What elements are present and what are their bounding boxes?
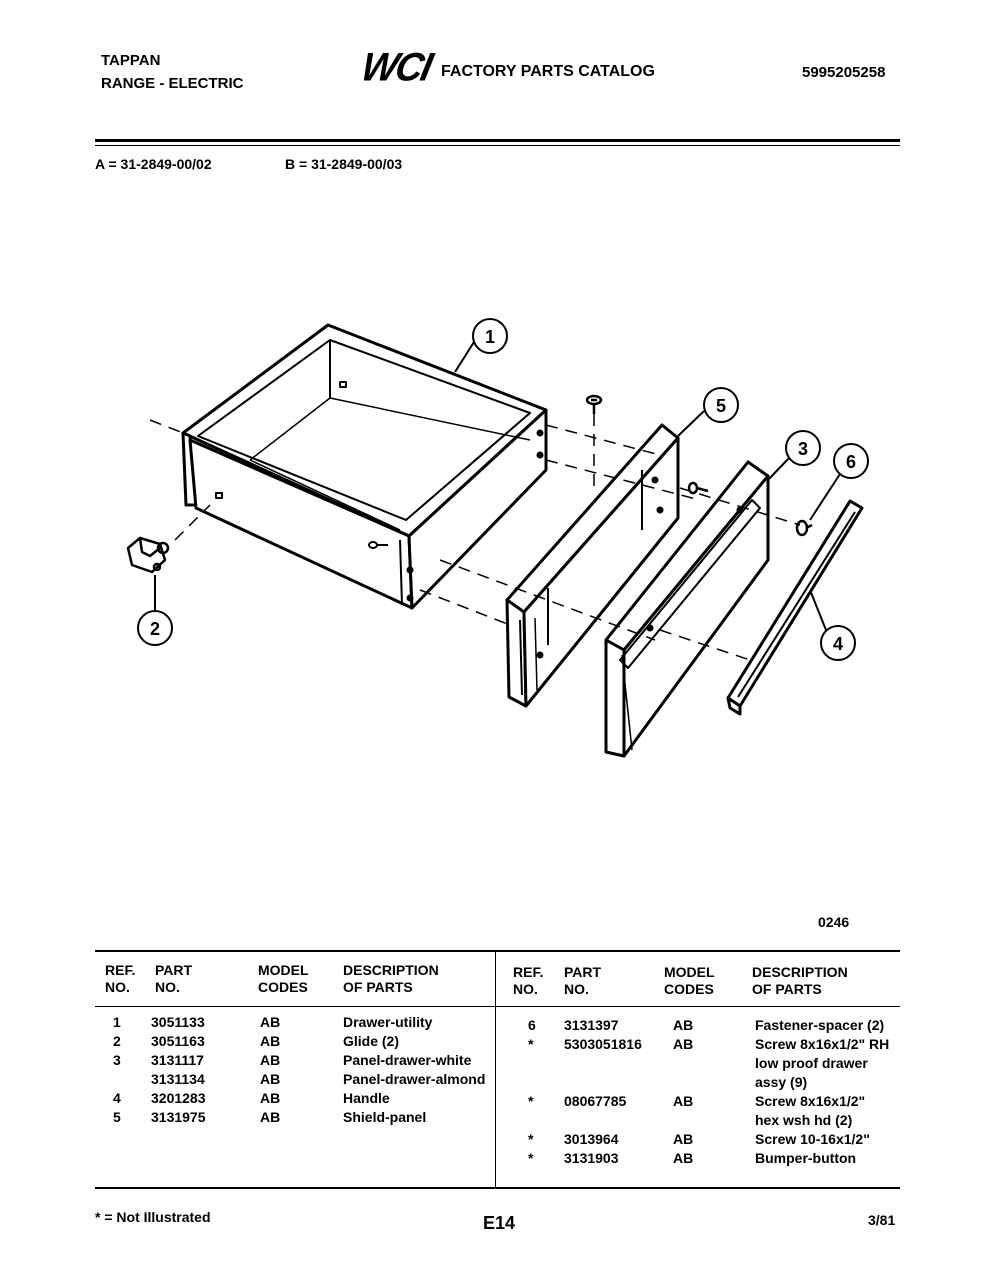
model-code: AB	[260, 1071, 281, 1087]
wci-logo-text: WCI	[357, 45, 435, 91]
ref-no: 6	[528, 1017, 536, 1033]
hdr-right-ref: REF. NO.	[513, 964, 544, 997]
part-description: hex wsh hd (2)	[755, 1112, 853, 1128]
callout-5: 5	[715, 396, 727, 416]
ref-no: *	[528, 1036, 534, 1052]
table-row	[513, 1035, 903, 1054]
table-row	[513, 1130, 903, 1149]
model-code: AB	[260, 1109, 281, 1125]
callout-1: 1	[484, 327, 496, 347]
table-bottom-rule	[95, 1187, 900, 1189]
page-number: E14	[483, 1213, 516, 1233]
part-description: Screw 8x16x1/2" RH	[755, 1036, 890, 1052]
part-no: 3051133	[151, 1014, 205, 1030]
part-description: Fastener-spacer (2)	[755, 1017, 885, 1033]
table-row	[105, 1032, 495, 1051]
hdr-left-part: PART NO.	[155, 962, 193, 995]
product-type: RANGE - ELECTRIC	[101, 75, 244, 92]
part-no: 5303051816	[564, 1036, 642, 1052]
table-header-rule	[95, 1006, 900, 1007]
ref-no: 1	[113, 1014, 121, 1030]
screw-part	[587, 396, 601, 414]
part-description: Glide (2)	[343, 1033, 400, 1049]
part-no: 3131397	[564, 1017, 619, 1033]
table-row	[513, 1073, 903, 1092]
part-no: 3051163	[151, 1033, 205, 1049]
callout-6: 6	[845, 452, 857, 472]
model-b: B = 31-2849-00/03	[285, 156, 403, 172]
catalog-number: 5995205258	[802, 64, 886, 81]
ref-no: 5	[113, 1109, 121, 1125]
callout-4: 4	[832, 634, 844, 654]
model-code: AB	[260, 1090, 281, 1106]
model-code: AB	[673, 1150, 694, 1166]
table-row	[105, 1013, 495, 1032]
figure-code: 0246	[818, 914, 850, 930]
drawer-part	[183, 325, 546, 608]
part-description: Screw 8x16x1/2"	[755, 1093, 866, 1109]
part-description: Shield-panel	[343, 1109, 427, 1125]
model-a: A = 31-2849-00/02	[95, 156, 212, 172]
table-row	[105, 1089, 495, 1108]
part-description: Drawer-utility	[343, 1014, 433, 1030]
model-code: AB	[673, 1036, 694, 1052]
hdr-left-desc: DESCRIPTION OF PARTS	[343, 962, 439, 995]
model-code: AB	[673, 1093, 694, 1109]
fastener-spacer-part	[797, 521, 812, 535]
part-no: 3201283	[151, 1090, 206, 1106]
ref-no: 3	[113, 1052, 121, 1068]
part-description: Handle	[343, 1090, 390, 1106]
table-row	[105, 1108, 495, 1127]
table-row	[513, 1092, 903, 1111]
part-no: 08067785	[564, 1093, 627, 1109]
part-description: Panel-drawer-almond	[343, 1071, 486, 1087]
part-description: Bumper-button	[755, 1150, 857, 1166]
not-illustrated-note: * = Not Illustrated	[95, 1209, 211, 1225]
table-row	[513, 1111, 903, 1130]
callout-3: 3	[797, 439, 809, 459]
table-row	[105, 1070, 495, 1089]
table-row	[513, 1054, 903, 1073]
part-no: 3131903	[564, 1150, 619, 1166]
part-description: assy (9)	[755, 1074, 808, 1090]
ref-no: *	[528, 1150, 534, 1166]
table-row	[513, 1149, 903, 1168]
ref-no: *	[528, 1093, 534, 1109]
part-no: 3131975	[151, 1109, 206, 1125]
ref-no: 2	[113, 1033, 121, 1049]
table-center-divider	[495, 952, 496, 1187]
screw-part-2	[689, 483, 708, 493]
part-description: Screw 10-16x1/2"	[755, 1131, 870, 1147]
callout-2: 2	[149, 619, 161, 639]
table-row	[105, 1051, 495, 1070]
table-top-rule	[95, 950, 900, 952]
hdr-right-model: MODEL CODES	[664, 964, 715, 997]
model-code: AB	[260, 1033, 281, 1049]
model-code: AB	[673, 1131, 694, 1147]
brand-name: TAPPAN	[101, 52, 161, 69]
ref-no: *	[528, 1131, 534, 1147]
hdr-right-part: PART NO.	[564, 964, 602, 997]
part-no: 3013964	[564, 1131, 619, 1147]
table-row	[513, 1016, 903, 1035]
part-description: Panel-drawer-white	[343, 1052, 472, 1068]
part-description: low proof drawer	[755, 1055, 868, 1071]
hdr-left-ref: REF. NO.	[105, 962, 136, 995]
left-parts-list	[105, 1013, 495, 1127]
ref-no: 4	[113, 1090, 121, 1106]
glide-part	[128, 538, 168, 572]
revision-date: 3/81	[868, 1212, 896, 1228]
model-code: AB	[260, 1052, 281, 1068]
catalog-title: FACTORY PARTS CATALOG	[441, 63, 655, 80]
model-code: AB	[673, 1017, 694, 1033]
hdr-left-model: MODEL CODES	[258, 962, 309, 995]
model-code: AB	[260, 1014, 281, 1030]
part-no: 3131134	[151, 1071, 205, 1087]
part-no: 3131117	[151, 1052, 204, 1068]
hdr-right-desc: DESCRIPTION OF PARTS	[752, 964, 848, 997]
right-parts-list	[513, 1016, 903, 1168]
